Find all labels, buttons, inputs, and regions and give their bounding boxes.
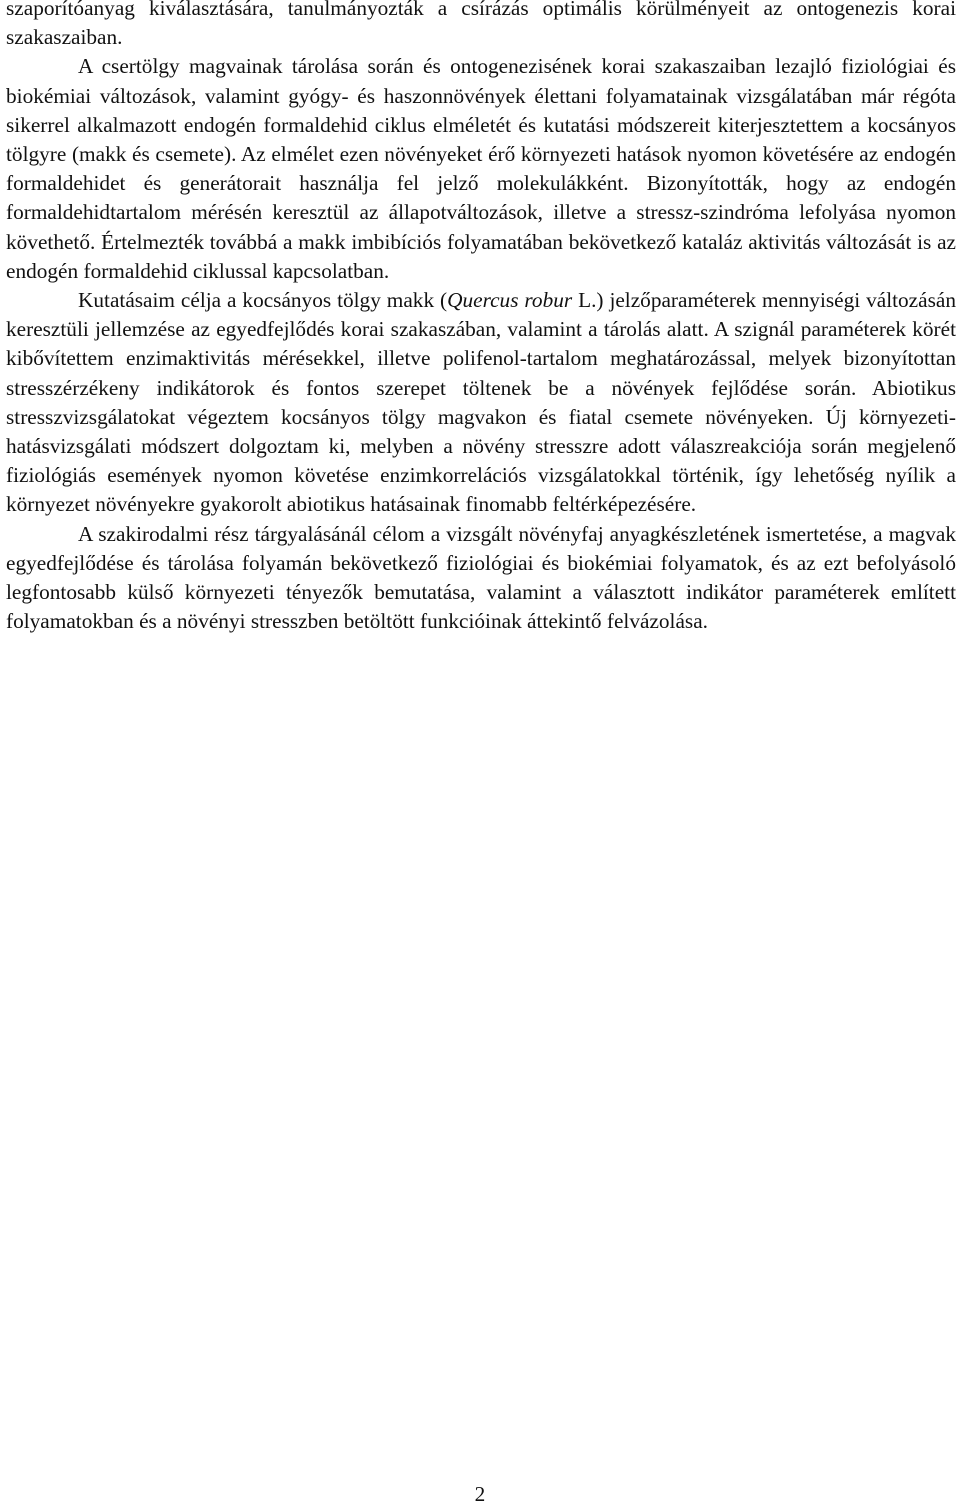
document-body <box>6 0 956 636</box>
paragraph-research-aims <box>6 286 956 520</box>
species-name: Quercus robur <box>447 288 573 313</box>
paragraph-formaldehyde-theory: A csertölgy magvainak tárolása során és ontogenezisének korai szakaszaiban lezajló fiziológiai és biokémiai változások, valamint gyógy- és haszonnövények élettani folyamatainak vizsgálatában már régóta sikerrel alkalmazott endogén formaldehid ciklus elméletét és kutatási módszereit kiterjesztettem a kocsányos tölgyre (makk és csemete). Az elmélet ezen növényeket érő környezeti hatások nyomon követésére az endogén formaldehidet és generátorait használja fel jelző molekulákként. Bizonyították, hogy az endogén formaldehidtartalom mérésén keresztül az állapotváltozások, illetve a stressz-szindróma lefolyása nyomon követhető. Értelmezték továbbá a makk imbibíciós folyamatában bekövetkező kataláz aktivitás változását is az endogén formaldehid ciklussal kapcsolatban. <box>6 54 956 283</box>
paragraph-continuation: szaporítóanyag kiválasztására, tanulmányozták a csírázás optimális körülményeit az ontogenezis korai szakaszaiban. <box>6 0 956 50</box>
page-number: 2 <box>474 1482 486 1506</box>
research-aims-text-start: Kutatásaim célja a kocsányos tölgy makk ( <box>78 288 448 313</box>
paragraph-literature-review: A szakirodalmi rész tárgyalásánál célom a vizsgált növényfaj anyagkészletének ismertetése, a magvak egyedfejlődése és tárolása folyamán bekövetkező fiziológiai és biokémiai folyamatok, és az ezt befolyásoló legfontosabb külső környezeti tényezők bemutatása, valamint a választott indikátor paraméterek említett folyamatokban és a növényi stresszben betöltött funkcióinak áttekintő felvázolása. <box>6 521 956 634</box>
research-aims-text-end: L.) jelzőparaméterek mennyiségi változásán keresztüli jellemzése az egyedfejlődés korai szakaszában, valamint a tárolás alatt. A szignál paraméterek körét kibővítettem enzimaktivitás mérésekkel, illetve polifenol-tartalom meghatározással, melyek bizonyítottan stresszérzékeny indikátorok és fontos szerepet töltenek be a növények fejlődése során. Abiotikus stresszvizsgálatokat végeztem kocsányos tölgy magvakon és fiatal csemete növényeken. Új környezeti-hatásvizsgálati módszert dolgoztam ki, melyben a növény stresszre adott válaszreakciója során megjelenő fiziológiás események nyomon követése enzimkorrelációs vizsgálatokkal történik, így lehetőség nyílik a környezet növényekre gyakorolt abiotikus hatásainak finomabb feltérképezésére. <box>6 288 956 517</box>
